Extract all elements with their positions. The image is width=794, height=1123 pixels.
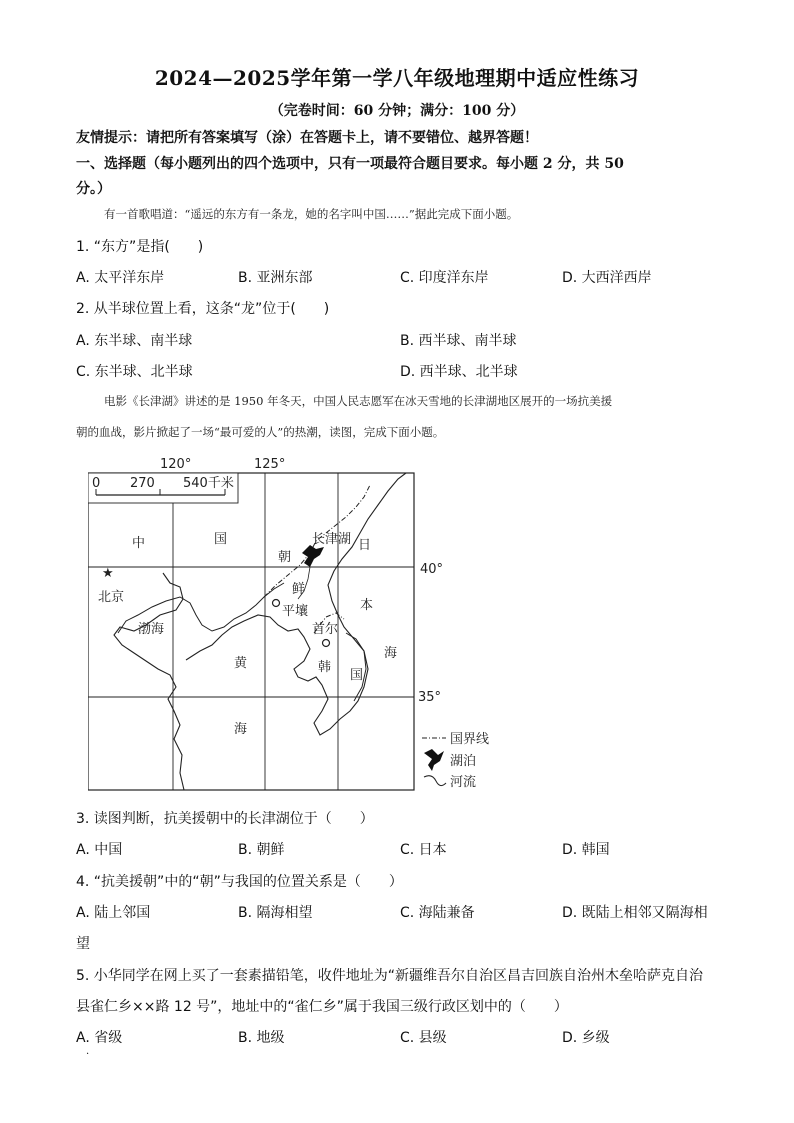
q3-option-a: A. 中国 [76, 842, 123, 858]
korea-peninsula-map [88, 455, 508, 795]
lat-label-35: 35° [418, 690, 442, 705]
label-changjin: 长津湖 [312, 532, 352, 547]
q5-option-d: D. 乡级 [562, 1030, 610, 1046]
question-3-stem: 3. 读图判断，抗美援朝中的长津湖位于（ ） [76, 811, 374, 827]
label-beijing: 北京 [98, 590, 125, 605]
legend-river-symbol [424, 776, 446, 786]
label-zhong: 中 [132, 536, 146, 551]
label-han: 韩 [318, 660, 332, 675]
q1-option-c: C. 印度洋东岸 [400, 270, 489, 286]
label-ri: 日 [358, 538, 372, 553]
legend-border-label: 国界线 [450, 732, 490, 747]
q3-option-b: B. 朝鲜 [238, 842, 285, 858]
label-bohai: 渤海 [138, 622, 165, 637]
seoul-marker [323, 640, 330, 647]
q4-option-d: D. 既陆上相邻又隔海相 [562, 905, 708, 921]
label-hai2: 海 [384, 646, 398, 661]
label-chao: 朝 [278, 550, 292, 565]
intro-text-1: 有一首歌唱道：“遥远的东方有一条龙，她的名字叫中国……”据此完成下面小题。 [104, 207, 519, 221]
pyongyang-marker [273, 600, 280, 607]
question-5-stem-cont: 县雀仁乡××路 12 号”，地址中的“雀仁乡”属于我国三级行政区划中的（ ） [76, 999, 568, 1015]
lon-label-120: 120° [160, 457, 192, 472]
label-huang: 黄 [234, 656, 248, 671]
lon-label-125: 125° [254, 457, 286, 472]
question-2-stem: 2. 从半球位置上看，这条“龙”位于( ) [76, 301, 330, 317]
lat-label-40: 40° [420, 562, 444, 577]
label-guo: 国 [214, 532, 228, 547]
q3-option-d: D. 韩国 [562, 842, 610, 858]
q4-option-d-wrap: 望 [76, 936, 90, 952]
intro-text-2: 电影《长津湖》讲述的是 1950 年冬天，中国人民志愿军在冰天雪地的长津湖地区展开的一场抗美援 [104, 394, 613, 408]
q1-option-d: D. 大西洋西岸 [562, 270, 652, 286]
q5-option-b: B. 地级 [238, 1030, 285, 1046]
q4-option-c: C. 海陆兼备 [400, 905, 475, 921]
q1-option-a: A. 太平洋东岸 [76, 270, 165, 286]
legend-lake-label: 湖泊 [450, 754, 477, 769]
q2-option-c: C. 东半球、北半球 [76, 364, 193, 380]
q4-option-b: B. 隔海相望 [238, 905, 313, 921]
scale-label-0: 0 [92, 476, 101, 491]
label-guo2: 国 [350, 668, 364, 683]
q4-option-a: A. 陆上邻国 [76, 905, 151, 921]
legend-river-label: 河流 [450, 775, 477, 790]
scale-label-540: 540千米 [183, 476, 234, 491]
page-mark-dot: . [86, 1046, 90, 1057]
question-4-stem: 4. “抗美援朝”中的“朝”与我国的位置关系是（ ） [76, 874, 403, 890]
question-1-stem: 1. “东方”是指( ) [76, 239, 204, 255]
label-seoul: 首尔 [312, 622, 339, 637]
beijing-star: ★ [102, 566, 114, 581]
friendly-tip: 友情提示：请把所有答案填写（涂）在答题卡上，请不要错位、越界答题！ [76, 130, 538, 146]
section-heading: 一、选择题（每小题列出的四个选项中，只有一项最符合题目要求。每小题 2 分，共 50 [76, 156, 624, 172]
q2-option-d: D. 西半球、北半球 [400, 364, 518, 380]
intro-text-2-cont: 朝的血战，影片掀起了一场“最可爱的人”的热潮，读图，完成下面小题。 [76, 425, 445, 439]
question-5-stem: 5. 小华同学在网上买了一套素描铅笔，收件地址为“新疆维吾尔自治区昌吉回族自治州木垒哈萨克自治 [76, 968, 704, 984]
section-heading-cont: 分。） [76, 181, 111, 197]
label-ben: 本 [360, 598, 374, 613]
label-hai: 海 [234, 722, 248, 737]
label-xian: 鲜 [292, 582, 306, 597]
q2-option-b: B. 西半球、南半球 [400, 333, 517, 349]
q5-option-a: A. 省级 [76, 1030, 123, 1046]
legend-lake-symbol [424, 749, 444, 771]
changjin-lake [302, 545, 324, 567]
q2-option-a: A. 东半球、南半球 [76, 333, 193, 349]
label-pyongyang: 平壤 [282, 604, 309, 619]
map-frame [88, 473, 414, 790]
page-title: 2024—2025学年第一学八年级地理期中适应性练习 [154, 66, 640, 90]
exam-info: （完卷时间：60 分钟；满分：100 分） [269, 103, 525, 119]
q1-option-b: B. 亚洲东部 [238, 270, 313, 286]
q5-option-c: C. 县级 [400, 1030, 447, 1046]
scale-label-270: 270 [130, 476, 155, 491]
q3-option-c: C. 日本 [400, 842, 447, 858]
korea-border-south [346, 633, 366, 701]
